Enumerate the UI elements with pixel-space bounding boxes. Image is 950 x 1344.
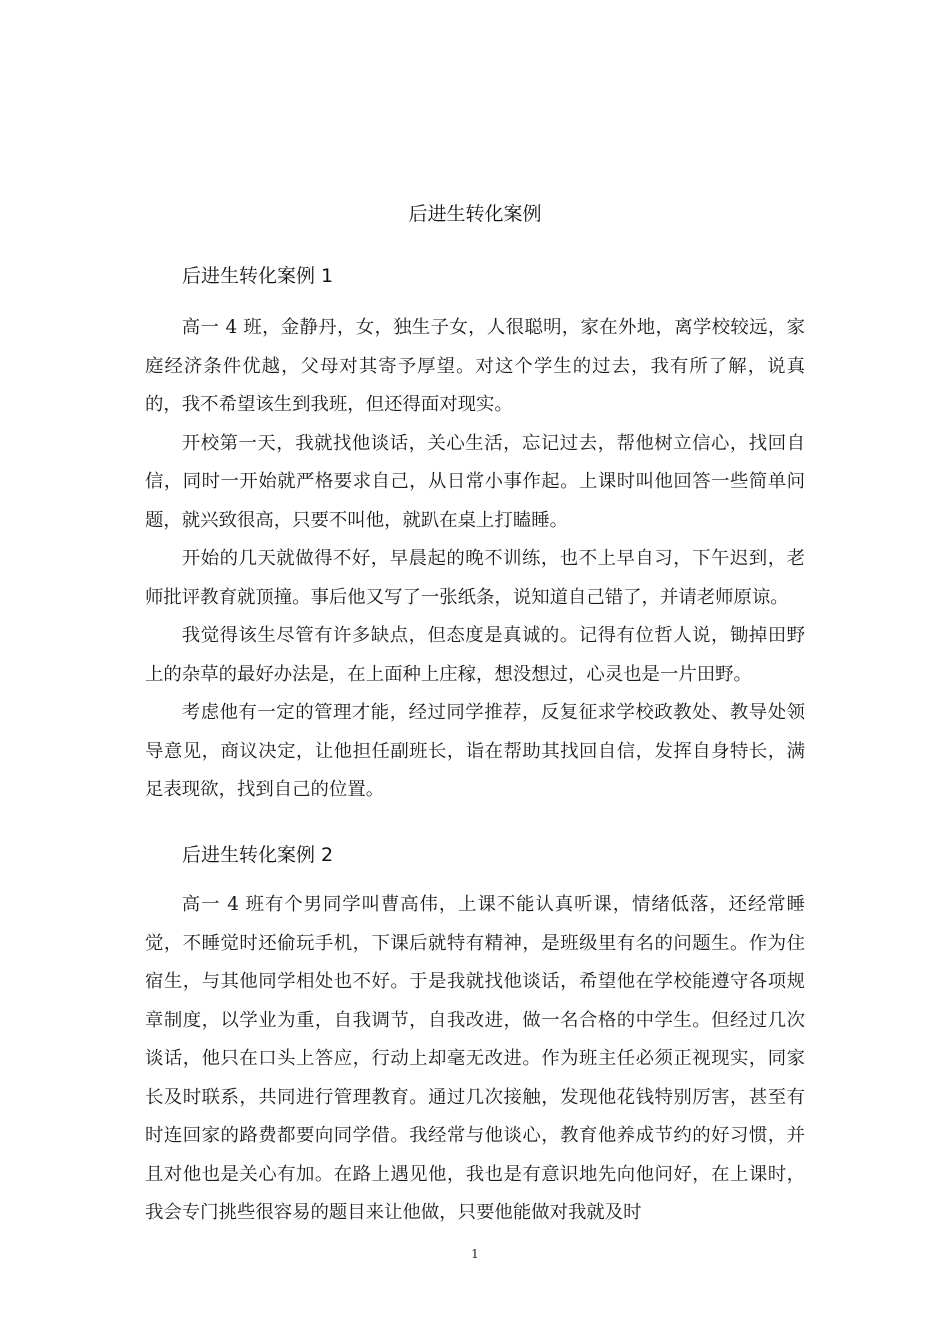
- page-number: 1: [471, 1247, 479, 1261]
- section-2-body: [145, 886, 805, 1233]
- section-heading-2: 后进生转化案例 2: [182, 844, 334, 866]
- paragraph: 开校第一天，我就找他谈话，关心生活，忘记过去，帮他树立信心，找回自信，同时一开始就严格要求自己，从日常小事作起。上课时叫他回答一些简单问题，就兴致很高，只要不叫他，就趴在桌上打瞌睡。: [145, 432, 805, 531]
- paragraph: 我觉得该生尽管有许多缺点，但态度是真诚的。记得有位哲人说，锄掉田野上的杂草的最好办法是，在上面种上庄稼，想没想过，心灵也是一片田野。: [145, 625, 805, 685]
- section-1-body: [145, 309, 805, 810]
- section-heading-1: 后进生转化案例 1: [182, 265, 334, 287]
- paragraph: 高一 4 班有个男同学叫曹高伟，上课不能认真听课，情绪低落，还经常睡觉，不睡觉时还偷玩手机，下课后就特有精神，是班级里有名的问题生。作为住宿生，与其他同学相处也不好。于是我就找他谈话，希望他在学校能遵守各项规章制度，以学业为重，自我调节，自我改进，做一名合格的中学生。但经过几次谈话，他只在口头上答应，行动上却毫无改进。作为班主任必须正视现实，同家长及时联系，共同进行管理教育。通过几次接触，发现他花钱特别厉害，甚至有时连回家的路费都要向同学借。我经常与他谈心，教育他养成节约的好习惯，并且对他也是关心有加。在路上遇见他，我也是有意识地先向他问好，在上课时，我会专门挑些很容易的题目来让他做，只要他能做对我就及时: [145, 894, 805, 1223]
- document-title: 后进生转化案例: [408, 203, 542, 225]
- paragraph: 开始的几天就做得不好，早晨起的晚不训练，也不上早自习，下午迟到，老师批评教育就顶撞。事后他又写了一张纸条，说知道自己错了，并请老师原谅。: [145, 548, 805, 608]
- paragraph: 考虑他有一定的管理才能，经过同学推荐，反复征求学校政教处、教导处领导意见，商议决定，让他担任副班长，诣在帮助其找回自信，发挥自身特长，满足表现欲，找到自己的位置。: [145, 702, 805, 800]
- paragraph: 高一 4 班，金静丹，女，独生子女，人很聪明，家在外地，离学校较远，家庭经济条件优越，父母对其寄予厚望。对这个学生的过去，我有所了解，说真的，我不希望该生到我班，但还得面对现实。: [145, 317, 805, 415]
